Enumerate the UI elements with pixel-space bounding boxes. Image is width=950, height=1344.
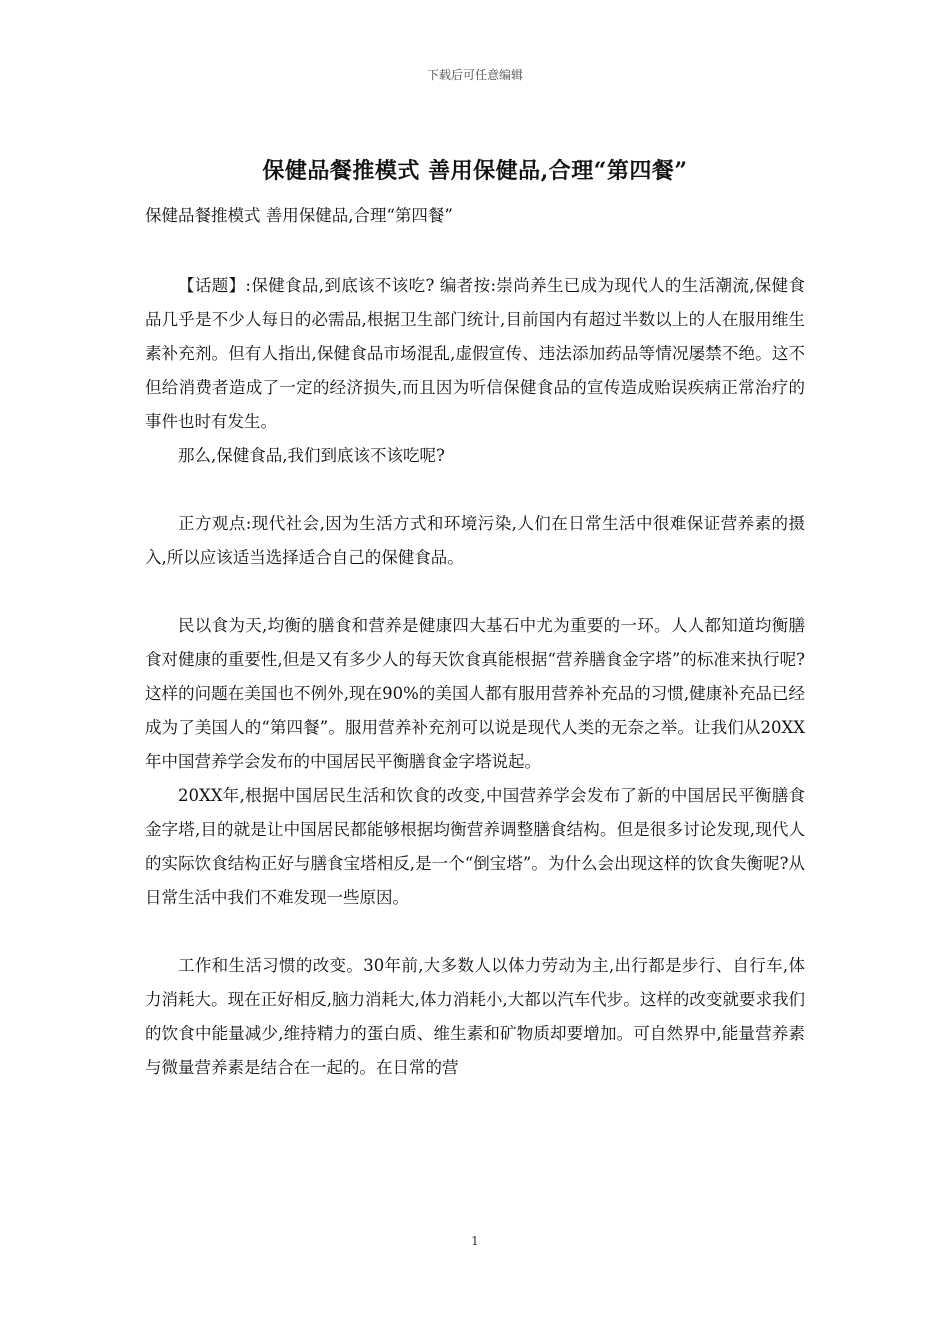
paragraph-question: 那么,保健食品,我们到底该不该吃呢? [178,446,445,465]
paragraph-lifestyle-change: 工作和生活习惯的改变。30年前,大多数人以体力劳动为主,出行都是步行、自行车,体力消耗大。现在正好相反,脑力消耗大,体力消耗小,大都以汽车代步。这样的改变就要求我们的饮食中能量减少,维持精力的蛋白质、维生素和矿物质却要增加。可自然界中,能量营养素与微量营养素是结合在一起的。在日常的营 [145,956,805,1077]
paragraph-topic-intro: 【话题】:保健食品,到底该不该吃? 编者按:崇尚养生已成为现代人的生活潮流,保健食品几乎是不少人每日的必需品,根据卫生部门统计,目前国内有超过半数以上的人在服用维生素补充剂。但有人指出,保健食品市场混乱,虚假宣传、违法添加药品等情况屡禁不绝。这不但给消费者造成了一定的经济损失,而且因为听信保健食品的宣传造成贻误疾病正常治疗的事件也时有发生。 [145,276,805,431]
paragraph-pro-view: 正方观点:现代社会,因为生活方式和环境污染,人们在日常生活中很难保证营养素的摄入,所以应该适当选择适合自己的保健食品。 [145,514,805,567]
paragraph-balanced-diet: 民以食为天,均衡的膳食和营养是健康四大基石中尤为重要的一环。人人都知道均衡膳食对健康的重要性,但是又有多少人的每天饮食真能根据“营养膳食金字塔”的标准来执行呢?这样的问题在美国也不例外,现在90%的美国人都有服用营养补充品的习惯,健康补充品已经成为了美国人的“第四餐”。服用营养补充剂可以说是现代人类的无奈之举。让我们从20XX年中国营养学会发布的中国居民平衡膳食金字塔说起。 [145,616,805,771]
page-header-note: 下载后可任意编辑 [426,68,523,82]
document-body [145,269,805,1085]
document-subtitle: 保健品餐推模式 善用保健品,合理“第四餐” [145,206,453,225]
document-title: 保健品餐推模式 善用保健品,合理“第四餐” [262,158,688,184]
paragraph-food-pyramid: 20XX年,根据中国居民生活和饮食的改变,中国营养学会发布了新的中国居民平衡膳食金字塔,目的就是让中国居民都能够根据均衡营养调整膳食结构。但是很多讨论发现,现代人的实际饮食结构正好与膳食宝塔相反,是一个“倒宝塔”。为什么会出现这样的饮食失衡呢?从日常生活中我们不难发现一些原因。 [145,786,805,907]
page-number: 1 [471,1234,479,1248]
